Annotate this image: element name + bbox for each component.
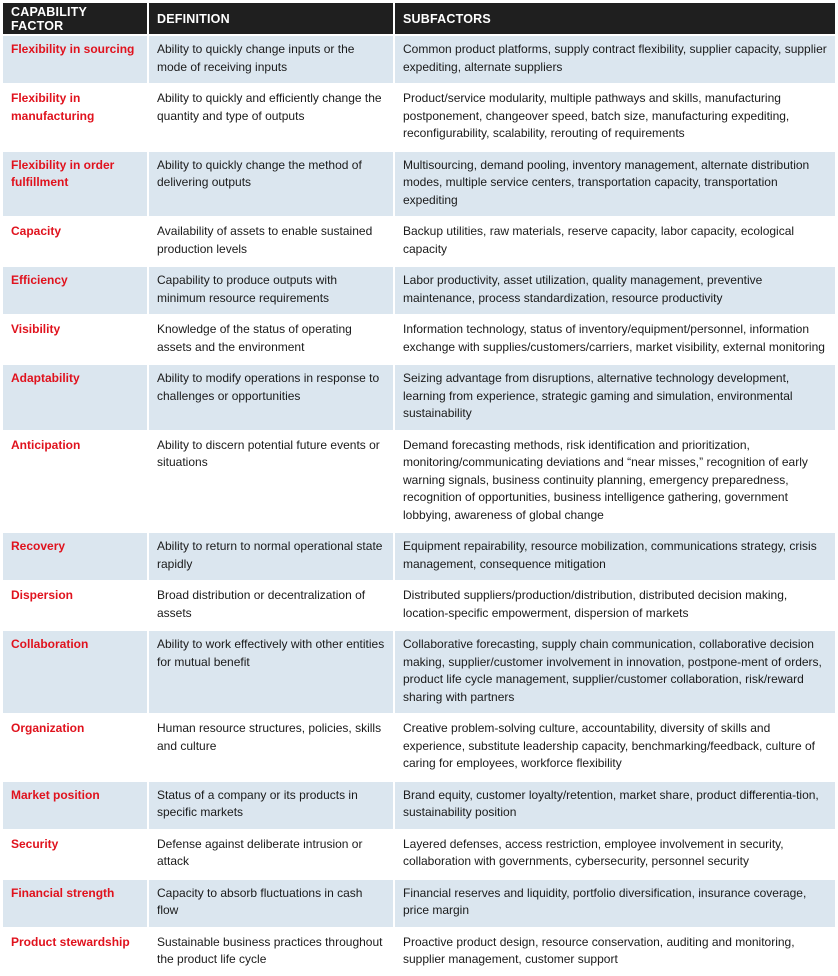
definition-cell: Availability of assets to enable sustained production levels [148,217,394,266]
capability-factor-cell: Flexibility in order fulfillment [3,151,148,218]
definition-cell: Ability to quickly change the method of delivering outputs [148,151,394,218]
capability-factor-cell: Flexibility in manufacturing [3,84,148,151]
subfactors-cell: Demand forecasting methods, risk identification and prioritization, monitoring/communicating deviations and “near misses,” recognition of early warning signals, business continuity planning, emergency preparedness, recognition of opportunities, business intelligence gathering, government lobbying, awareness of global change [394,431,835,533]
table-row [3,714,835,781]
capability-table-container [3,3,835,976]
definition-cell: Ability to work effectively with other entities for mutual benefit [148,630,394,714]
capability-factor-cell: Security [3,830,148,879]
definition-cell: Ability to discern potential future events or situations [148,431,394,533]
definition-cell: Ability to quickly change inputs or the mode of receiving inputs [148,35,394,84]
header-row [3,3,835,35]
subfactors-cell: Equipment repairability, resource mobilization, communications strategy, crisis management, consequence mitigation [394,532,835,581]
subfactors-cell: Proactive product design, resource conservation, auditing and monitoring, supplier management, customer support [394,928,835,976]
capability-factor-cell: Organization [3,714,148,781]
definition-cell: Capacity to absorb fluctuations in cash flow [148,879,394,928]
table-header [3,3,835,35]
definition-cell: Sustainable business practices throughout the product life cycle [148,928,394,976]
subfactors-cell: Distributed suppliers/production/distribution, distributed decision making, location-specific empowerment, dispersion of markets [394,581,835,630]
definition-cell: Defense against deliberate intrusion or attack [148,830,394,879]
capability-factor-cell: Financial strength [3,879,148,928]
subfactors-cell: Backup utilities, raw materials, reserve capacity, labor capacity, ecological capacity [394,217,835,266]
definition-cell: Ability to quickly and efficiently change the quantity and type of outputs [148,84,394,151]
table-row [3,879,835,928]
table-row [3,35,835,84]
subfactors-cell: Information technology, status of inventory/equipment/personnel, information exchange with supplies/customers/carriers, market visibility, external monitoring [394,315,835,364]
table-row [3,84,835,151]
table-row [3,928,835,976]
capability-factor-cell: Collaboration [3,630,148,714]
subfactors-cell: Labor productivity, asset utilization, quality management, preventive maintenance, process standardization, resource productivity [394,266,835,315]
table-row [3,581,835,630]
table-row [3,266,835,315]
capability-factor-cell: Visibility [3,315,148,364]
table-row [3,431,835,533]
table-row [3,151,835,218]
subfactors-cell: Multisourcing, demand pooling, inventory management, alternate distribution modes, multiple service centers, transportation capacity, transportation expediting [394,151,835,218]
table-row [3,830,835,879]
table-row [3,315,835,364]
table-row [3,364,835,431]
table-row [3,630,835,714]
capability-factor-cell: Efficiency [3,266,148,315]
subfactors-cell: Financial reserves and liquidity, portfolio diversification, insurance coverage, price margin [394,879,835,928]
definition-cell: Human resource structures, policies, skills and culture [148,714,394,781]
capability-factor-cell: Anticipation [3,431,148,533]
subfactors-cell: Brand equity, customer loyalty/retention, market share, product differentia-tion, sustainability position [394,781,835,830]
definition-cell: Ability to modify operations in response to challenges or opportunities [148,364,394,431]
capability-factor-cell: Market position [3,781,148,830]
definition-cell: Ability to return to normal operational state rapidly [148,532,394,581]
subfactors-cell: Seizing advantage from disruptions, alternative technology development, learning from experience, strategic gaming and simulation, environmental sustainability [394,364,835,431]
header-subfactors: SUBFACTORS [394,3,835,35]
definition-cell: Broad distribution or decentralization of assets [148,581,394,630]
table-body [3,35,835,976]
table-row [3,781,835,830]
subfactors-cell: Common product platforms, supply contract flexibility, supplier capacity, supplier expediting, alternate suppliers [394,35,835,84]
capability-factor-cell: Capacity [3,217,148,266]
capability-factor-cell: Product stewardship [3,928,148,976]
header-definition: DEFINITION [148,3,394,35]
capability-factor-cell: Adaptability [3,364,148,431]
capability-factors-table [3,3,835,976]
table-row [3,217,835,266]
subfactors-cell: Layered defenses, access restriction, employee involvement in security, collaboration with governments, cybersecurity, personnel security [394,830,835,879]
subfactors-cell: Product/service modularity, multiple pathways and skills, manufacturing postponement, changeover speed, batch size, manufacturing expediting, reconfigurability, scalability, rerouting of requirements [394,84,835,151]
definition-cell: Status of a company or its products in specific markets [148,781,394,830]
subfactors-cell: Collaborative forecasting, supply chain communication, collaborative decision making, supplier/customer involvement in innovation, postpone-ment of orders, product life cycle management, supplier/customer collaboration, risk/reward sharing with partners [394,630,835,714]
header-capability-factor: CAPABILITY FACTOR [3,3,148,35]
definition-cell: Capability to produce outputs with minimum resource requirements [148,266,394,315]
capability-factor-cell: Flexibility in sourcing [3,35,148,84]
definition-cell: Knowledge of the status of operating assets and the environment [148,315,394,364]
capability-factor-cell: Recovery [3,532,148,581]
table-row [3,532,835,581]
subfactors-cell: Creative problem-solving culture, accountability, diversity of skills and experience, substitute leadership capacity, benchmarking/feedback, culture of caring for employees, workforce flexibility [394,714,835,781]
capability-factor-cell: Dispersion [3,581,148,630]
